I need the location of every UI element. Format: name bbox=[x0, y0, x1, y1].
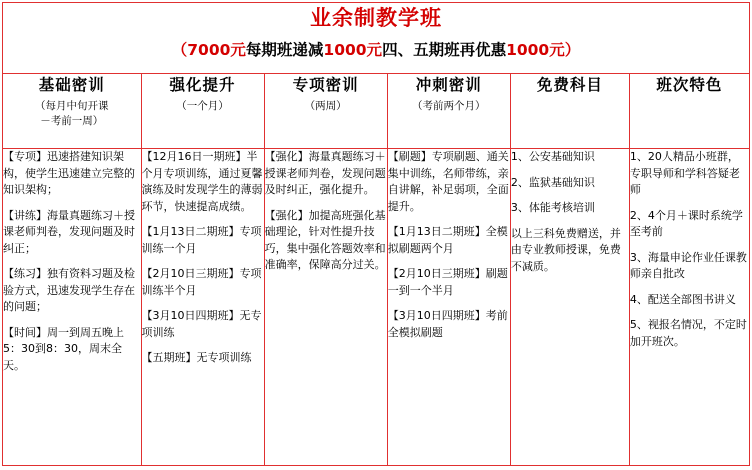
paragraph: 【3月10日四期班】考前全模拟刷题 bbox=[387, 309, 508, 339]
paragraph: 【时间】周一到周五晚上5：30到8：30，周末全天。 bbox=[3, 325, 124, 372]
paragraph: 3、体能考核培训 bbox=[510, 201, 595, 214]
paragraph: 【练习】独有资料习题及检验方式，迅速发现学生存在的问题； bbox=[3, 267, 135, 313]
paragraph: 1、20人精品小班群，专职导师和学科答疑老师 bbox=[629, 150, 740, 196]
column-header-free-subjects bbox=[510, 74, 629, 149]
column-header-title: 班次特色 bbox=[656, 76, 723, 94]
title-row bbox=[3, 3, 750, 38]
subtitle-close-paren: ） bbox=[564, 41, 581, 59]
paragraph: 【3月10日四期班】无专项训练 bbox=[141, 309, 262, 339]
column-header-basic bbox=[3, 74, 142, 149]
page-title: 业余制教学班 bbox=[310, 6, 442, 30]
paragraph: 2、4个月＋课时系统学至考前 bbox=[629, 208, 743, 238]
subtitle-row bbox=[3, 37, 750, 74]
column-body-intensive bbox=[141, 149, 264, 466]
column-header-subtitle: （考前两个月） bbox=[412, 100, 486, 112]
title-cell bbox=[3, 3, 750, 38]
paragraph: 【1月13日二期班】专项训练一个月 bbox=[141, 225, 262, 255]
paragraph: 【2月10日三期班】专项训练半个月 bbox=[141, 267, 262, 297]
column-header-title: 专项密训 bbox=[292, 76, 359, 94]
subtitle-mid2: 四、五期班再优惠 bbox=[382, 41, 507, 59]
column-header-title: 强化提升 bbox=[169, 76, 236, 94]
column-header-special bbox=[264, 74, 387, 149]
column-header-features bbox=[629, 74, 749, 149]
column-header-title: 冲刺密训 bbox=[415, 76, 482, 94]
paragraph: 【强化】加提高班强化基础理论，针对性提升技巧，集中强化答题效率和准确率，保障高分过关。 bbox=[264, 208, 386, 271]
column-header-title: 基础密训 bbox=[38, 76, 105, 94]
column-header-sprint bbox=[387, 74, 510, 149]
paragraph: 以上三科免费赠送，并由专业教师授课，免费不减质。 bbox=[510, 226, 621, 273]
paragraph: 【刷题】专项刷题、通关集中训练，名师带练，亲自讲解，补足弱项，全面提升。 bbox=[387, 150, 509, 213]
course-table bbox=[2, 2, 750, 466]
column-header-title: 免费科目 bbox=[536, 76, 603, 94]
poster-page bbox=[0, 2, 752, 470]
subtitle bbox=[3, 37, 749, 63]
paragraph: 2、监狱基础知识 bbox=[510, 175, 595, 189]
paragraph: 5、视报名情况，不定时加开班次。 bbox=[629, 318, 747, 348]
column-body-free-subjects bbox=[510, 149, 629, 466]
subtitle-open-paren: （ bbox=[171, 41, 188, 59]
header-row bbox=[3, 74, 750, 149]
column-header-subtitle: （每月中旬开课 －考前一周） bbox=[35, 100, 109, 127]
paragraph: 【12月16日一期班】半个月专项训练，通过夏馨演练及时发现学生的薄弱环节，快速提高成绩。 bbox=[141, 150, 263, 213]
column-header-intensive bbox=[141, 74, 264, 149]
paragraph: 1、公安基础知识 bbox=[510, 150, 595, 163]
subtitle-mid1: 每期班递减 bbox=[245, 41, 324, 59]
paragraph: 【专项】迅速搭建知识架构，使学生迅速建立完整的知识架构； bbox=[3, 150, 135, 196]
column-body-features bbox=[629, 149, 749, 466]
column-body-special bbox=[264, 149, 387, 466]
paragraph: 4、配送全部图书讲义 bbox=[629, 292, 736, 306]
subtitle-price3: 1000元 bbox=[506, 41, 565, 59]
subtitle-price2: 1000元 bbox=[323, 41, 383, 59]
subtitle-price: 7000元 bbox=[187, 41, 246, 59]
column-header-subtitle: （两周） bbox=[304, 100, 347, 112]
paragraph: 【五期班】无专项训练 bbox=[141, 351, 252, 364]
column-body-basic bbox=[3, 149, 142, 466]
column-body-sprint bbox=[387, 149, 510, 466]
body-row bbox=[3, 149, 750, 466]
paragraph: 【2月10日三期班】刷题一到一个半月 bbox=[387, 267, 508, 297]
subtitle-cell bbox=[3, 37, 750, 74]
paragraph: 【强化】海量真题练习＋授课老师判卷，发现问题及时纠正，强化提升。 bbox=[264, 150, 386, 196]
paragraph: 3、海量申论作业任课教师亲自批改 bbox=[629, 250, 747, 280]
paragraph: 【1月13日二期班】全模拟刷题两个月 bbox=[387, 225, 508, 255]
paragraph: 【讲练】海量真题练习＋授课老师判卷，发现问题及时纠正； bbox=[3, 208, 135, 255]
column-header-subtitle: （一个月） bbox=[176, 100, 229, 112]
